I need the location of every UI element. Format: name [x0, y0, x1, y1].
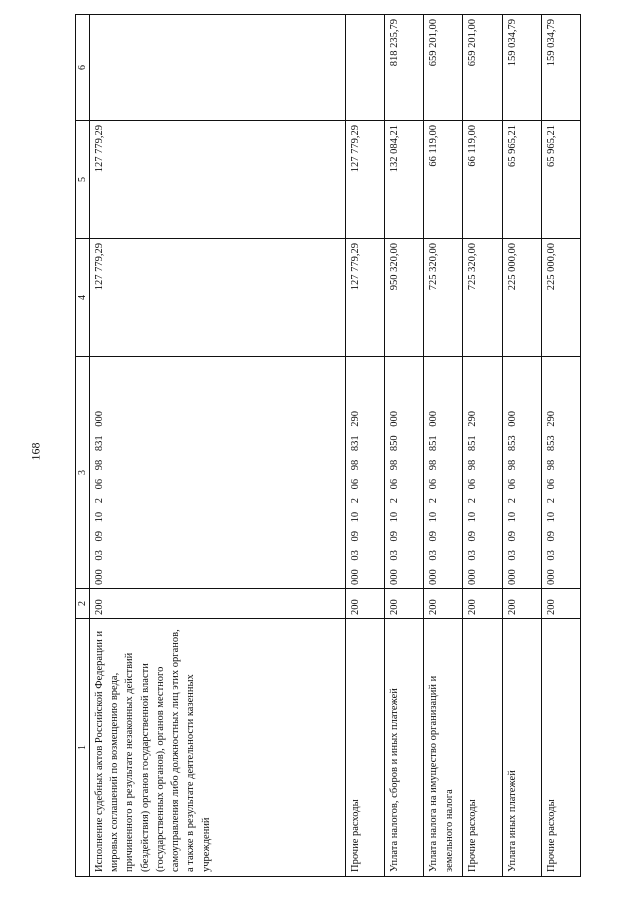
- row-col5-value: 66 119,00: [424, 121, 463, 239]
- table-row: [346, 15, 385, 877]
- row-budget-code: 000 03 09 10 2 06 98 853 290: [541, 357, 580, 589]
- row-col6-value: 159 034,79: [502, 15, 541, 121]
- row-budget-code: 000 03 09 10 2 06 98 831 290: [346, 357, 385, 589]
- row-col4-value: 225 000,00: [541, 239, 580, 357]
- row-col5-value: 127 779,29: [346, 121, 385, 239]
- row-budget-code: 000 03 09 10 2 06 98 850 000: [385, 357, 424, 589]
- table-row: [385, 15, 424, 877]
- header-col-1: 1: [76, 619, 90, 877]
- row-col4-value: 725 320,00: [463, 239, 502, 357]
- row-budget-code: 000 03 09 10 2 06 98 853 000: [502, 357, 541, 589]
- row-admin-code: 200: [90, 589, 346, 619]
- table-header-row: [76, 15, 90, 877]
- row-col6-value: 818 235,79: [385, 15, 424, 121]
- row-col5-value: 66 119,00: [463, 121, 502, 239]
- row-name: Уплата иных платежей: [502, 619, 541, 877]
- row-col6-value: 159 034,79: [541, 15, 580, 121]
- row-budget-code: 000 03 09 10 2 06 98 851 000: [424, 357, 463, 589]
- header-col-2: 2: [76, 589, 90, 619]
- row-budget-code: 000 03 09 10 2 06 98 831 000: [90, 357, 346, 589]
- row-name: Прочие расходы: [541, 619, 580, 877]
- row-col5-value: 132 084,21: [385, 121, 424, 239]
- header-col-4: 4: [76, 239, 90, 357]
- row-col5-value: 127 779,29: [90, 121, 346, 239]
- page-number: 168: [28, 442, 43, 461]
- row-col4-value: 127 779,29: [90, 239, 346, 357]
- row-name: Уплата налога на имущество организаций и земельного налога: [424, 619, 463, 877]
- header-col-6: 6: [76, 15, 90, 121]
- row-col6-value: 659 201,00: [463, 15, 502, 121]
- report-table: [75, 14, 581, 877]
- header-col-3: 3: [76, 357, 90, 589]
- row-admin-code: 200: [346, 589, 385, 619]
- row-col4-value: 950 320,00: [385, 239, 424, 357]
- row-admin-code: 200: [541, 589, 580, 619]
- row-budget-code: 000 03 09 10 2 06 98 851 290: [463, 357, 502, 589]
- row-admin-code: 200: [424, 589, 463, 619]
- rotated-report-table-wrapper: [75, 15, 581, 877]
- row-col5-value: 65 965,21: [502, 121, 541, 239]
- row-col4-value: 225 000,00: [502, 239, 541, 357]
- row-col4-value: 725 320,00: [424, 239, 463, 357]
- row-name: Прочие расходы: [463, 619, 502, 877]
- table-row: [463, 15, 502, 877]
- row-col4-value: 127 779,29: [346, 239, 385, 357]
- row-name: Исполнение судебных актов Российской Федерации и мировых соглашений по возмещению вреда, причиненного в результате незаконных действий (бездействия) органов государственной власти (государственных органов), органов местного самоуправления либо должностных лиц этих органов, а также в результате деятельности казенных учреждений: [90, 619, 346, 877]
- row-name: Прочие расходы: [346, 619, 385, 877]
- row-col6-value: [346, 15, 385, 121]
- row-name: Уплата налогов, сборов и иных платежей: [385, 619, 424, 877]
- table-row: [541, 15, 580, 877]
- row-col5-value: 65 965,21: [541, 121, 580, 239]
- table-row: [424, 15, 463, 877]
- row-admin-code: 200: [463, 589, 502, 619]
- row-col6-value: 659 201,00: [424, 15, 463, 121]
- row-col6-value: [90, 15, 346, 121]
- row-admin-code: 200: [502, 589, 541, 619]
- table-row: [502, 15, 541, 877]
- table-row: [90, 15, 346, 877]
- header-col-5: 5: [76, 121, 90, 239]
- row-admin-code: 200: [385, 589, 424, 619]
